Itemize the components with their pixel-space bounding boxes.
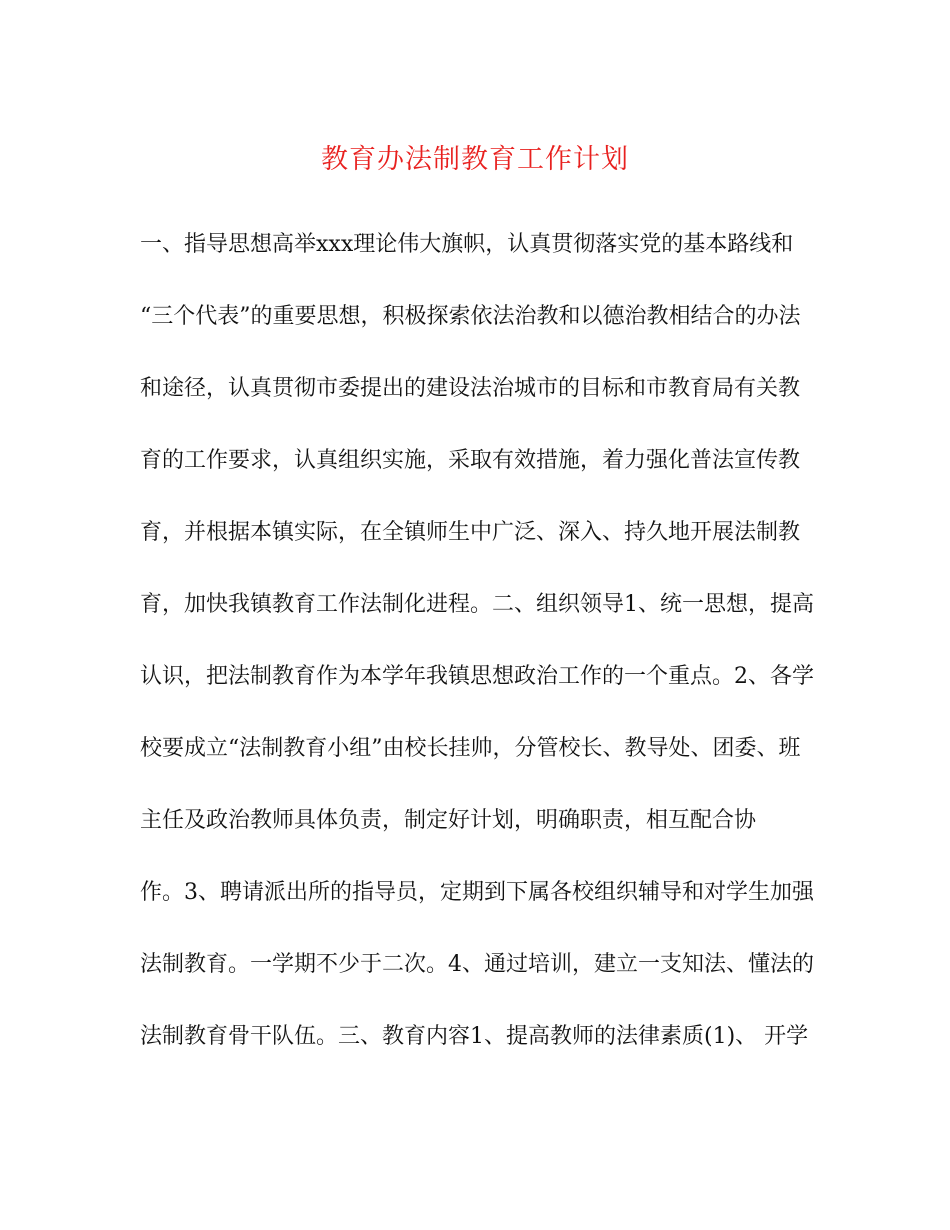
body-line-6: 育，加快我镇教育工作法制化进程。二、组织领导1、统一思想，提高	[140, 592, 814, 617]
body-line-2: “三个代表”的重要思想，积极探索依法治教和以德治教相结合的办法	[140, 304, 801, 329]
body-line-3: 和途径，认真贯彻市委提出的建设法治城市的目标和市教育局有关教	[140, 376, 801, 401]
body-line-8: 校要成立“法制教育小组”由校长挂帅，分管校长、教导处、团委、班	[140, 736, 801, 761]
body-line-12: 法制教育骨干队伍。三、教育内容1、提高教师的法律素质(1)、 开学	[140, 1024, 809, 1049]
body-line-10: 作。3、聘请派出所的指导员，定期到下属各校组织辅导和对学生加强	[140, 880, 814, 905]
body-line-11: 法制教育。一学期不少于二次。4、通过培训，建立一支知法、懂法的	[140, 952, 814, 977]
body-line-5: 育，并根据本镇实际，在全镇师生中广泛、深入、持久地开展法制教	[140, 520, 801, 545]
body-line-4: 育的工作要求，认真组织实施，采取有效措施，着力强化普法宣传教	[140, 448, 801, 473]
document-title: 教育办法制教育工作计划	[321, 144, 629, 175]
body-line-7: 认识，把法制教育作为本学年我镇思想政治工作的一个重点。2、各学	[140, 664, 814, 689]
body-line-9: 主任及政治教师具体负责，制定好计划，明确职责，相互配合协	[140, 808, 757, 833]
body-line-1: 一、指导思想高举xxx理论伟大旗帜，认真贯彻落实党的基本路线和	[140, 232, 794, 257]
